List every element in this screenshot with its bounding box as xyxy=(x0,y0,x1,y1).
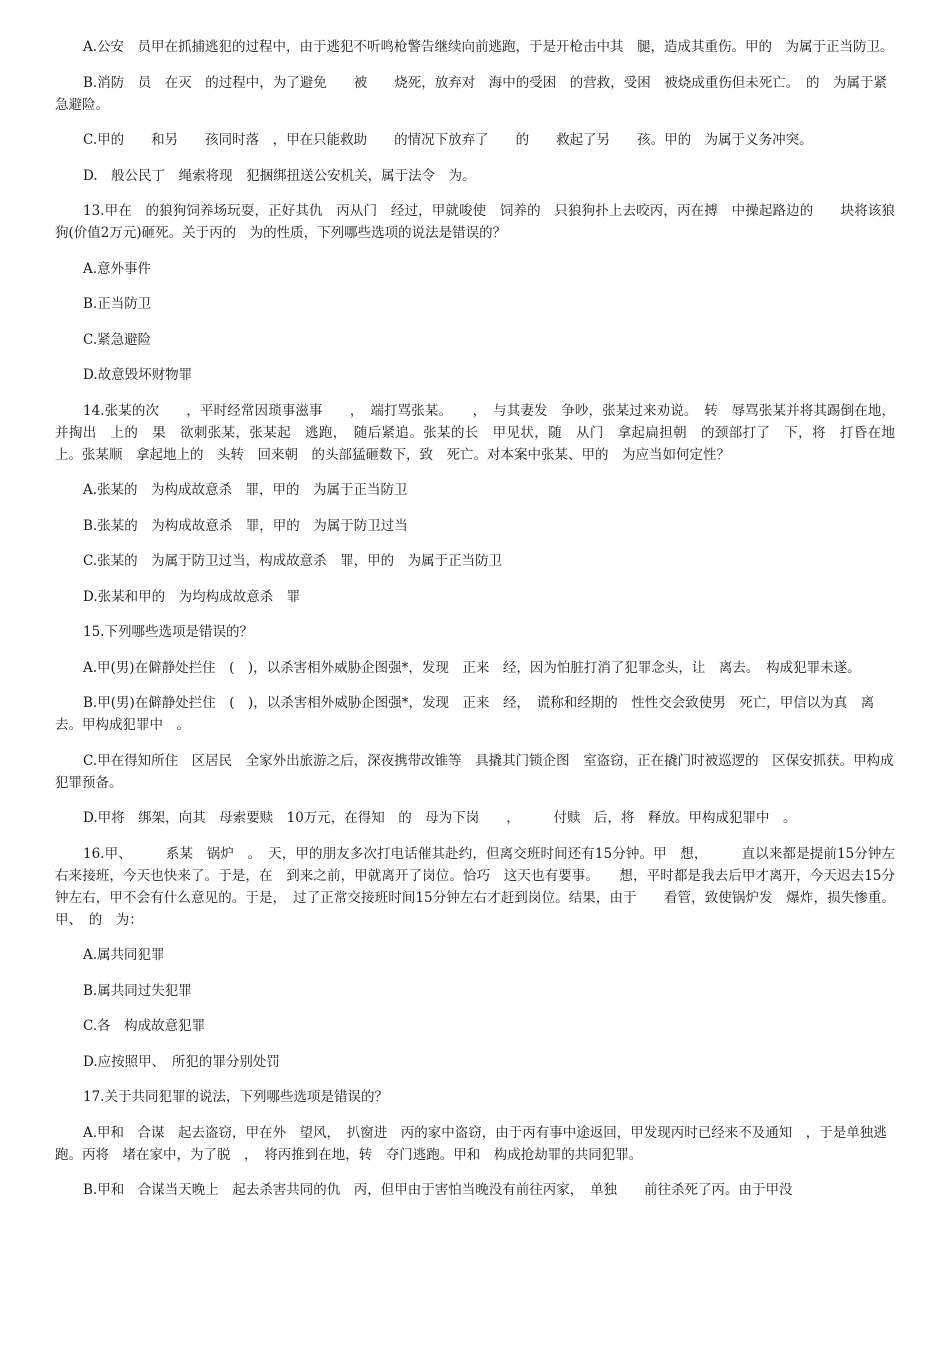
q16-option-a: A.属共同犯罪 xyxy=(83,947,165,963)
q14-option-d: D.张某和甲的 为均构成故意杀 罪 xyxy=(83,588,301,605)
q14-option-a: A.张某的 为构成故意杀 罪，甲的 为属于正当防卫 xyxy=(83,482,408,498)
q15-stem: 15.下列哪些选项是错误的？ xyxy=(83,624,253,640)
q15-option-c: C.甲在得知所住 区居民 全家外出旅游之后，深夜携带改锥等 具撬其门锁企图 室盗窃，正在撬门时被巡逻的 区保安抓获。甲构成犯罪预备。 xyxy=(55,752,894,791)
q17-stem: 17.关于共同犯罪的说法，下列哪些选项是错误的？ xyxy=(83,1089,388,1105)
q17-option-a: A.甲和 合谋 起去盗窃，甲在外 望风， 扒窗进 丙的家中盗窃，由于丙有事中途返回，甲发现丙时已经来不及通知 ，于是单独逃跑。丙将 堵在家中，为了脱 ， 将丙推到在地，转 夺门逃跑。甲和 构成抢劫罪的共同犯罪。 xyxy=(55,1124,887,1163)
q13-option-d: D.故意毁坏财物罪 xyxy=(83,367,193,383)
q17-option-b: B.甲和 合谋当天晚上 起去杀害共同的仇 丙，但甲由于害怕当晚没有前往丙家， 单独 前往杀死了丙。由于甲没 xyxy=(83,1182,793,1198)
q16-stem: 16.甲、 系某 锅炉 。 天，甲的朋友多次打电话催其赴约，但离交班时间还有15分钟。甲 想， 直以来都是提前15分钟左右来接班，今天也快来了。于是，在 到来之前，甲就离开了岗位。恰巧 这天也有要事。 想，平时都是我去后甲才离开，今天迟去15分钟左右，甲不会有什么意见的。于是， 过了正常交接班时间15分钟左右才赶到岗位。结果，由于 看管，致使锅炉发 爆炸，损失惨重。甲、 的 为： xyxy=(55,845,895,928)
q15-option-d: D.甲将 绑架，向其 母索要赎 10万元，在得知 的 母为下岗 ， 付赎 后，将 释放。甲构成犯罪中 。 xyxy=(83,810,797,826)
q13-option-b: B.正当防卫 xyxy=(83,296,152,312)
q16-option-d: D.应按照甲、 所犯的罪分别处罚 xyxy=(83,1053,280,1070)
q15-option-a: A.甲(男)在僻静处拦住 ( )，以杀害相外威胁企图强*，发现 正来 经，因为怕脏打消了犯罪念头，让 离去。 构成犯罪未遂。 xyxy=(83,659,861,676)
q12-option-b: B.消防 员 在灭 的过程中，为了避免 被 烧死，放弃对 海中的受困 的营救，受困 被烧成重伤但未死亡。 的 为属于紧急避险。 xyxy=(55,74,887,113)
q16-option-c: C.各 构成故意犯罪 xyxy=(83,1018,206,1034)
q14-option-b: B.张某的 为构成故意杀 罪，甲的 为属于防卫过当 xyxy=(83,517,408,534)
document-page xyxy=(55,36,895,1215)
q13-stem: 13.甲在 的狼狗饲养场玩耍，正好其仇 丙从门 经过，甲就唆使 饲养的 只狼狗扑上去咬丙，丙在搏 中操起路边的 块将该狼狗(价值2万元)砸死。关于丙的 为的性质，下列哪些选项的说法是错误的？ xyxy=(55,203,895,241)
q15-option-b: B.甲(男)在僻静处拦住 ( )，以杀害相外威胁企图强*，发现 正来 经， 谎称和经期的 性性交会致使男 死亡，甲信以为真 离去。甲构成犯罪中 。 xyxy=(55,695,875,733)
q14-stem: 14.张某的次 ，平时经常因琐事滋事 ， 端打骂张某。 ， 与其妻发 争吵，张某过来劝说。 转 辱骂张某并将其踢倒在地，并掏出 上的 果 欲刺张某，张某起 逃跑， 随后紧追。张某的长 甲见状，随 从门 拿起扁担朝 的颈部打了 下，将 打昏在地上。张某顺 拿起地上的 头转 回来朝 的头部猛砸数下，致 死亡。对本案中张某、甲的 为应当如何定性？ xyxy=(55,402,895,463)
q13-option-c: C.紧急避险 xyxy=(83,331,152,348)
q12-option-a: A.公安 员甲在抓捕逃犯的过程中，由于逃犯不听鸣枪警告继续向前逃跑，于是开枪击中其 腿，造成其重伤。甲的 为属于正当防卫。 xyxy=(83,39,894,55)
q13-option-a: A.意外事件 xyxy=(83,260,152,277)
q12-option-c: C.甲的 和另 孩同时落 ，甲在只能救助 的情况下放弃了 的 救起了另 孩。甲的 为属于义务冲突。 xyxy=(83,132,813,148)
q14-option-c: C.张某的 为属于防卫过当，构成故意杀 罪，甲的 为属于正当防卫 xyxy=(83,553,503,569)
q16-option-b: B.属共同过失犯罪 xyxy=(83,982,192,999)
q12-option-d: D. 般公民丁 绳索将现 犯捆绑扭送公安机关，属于法令 为。 xyxy=(83,167,476,184)
